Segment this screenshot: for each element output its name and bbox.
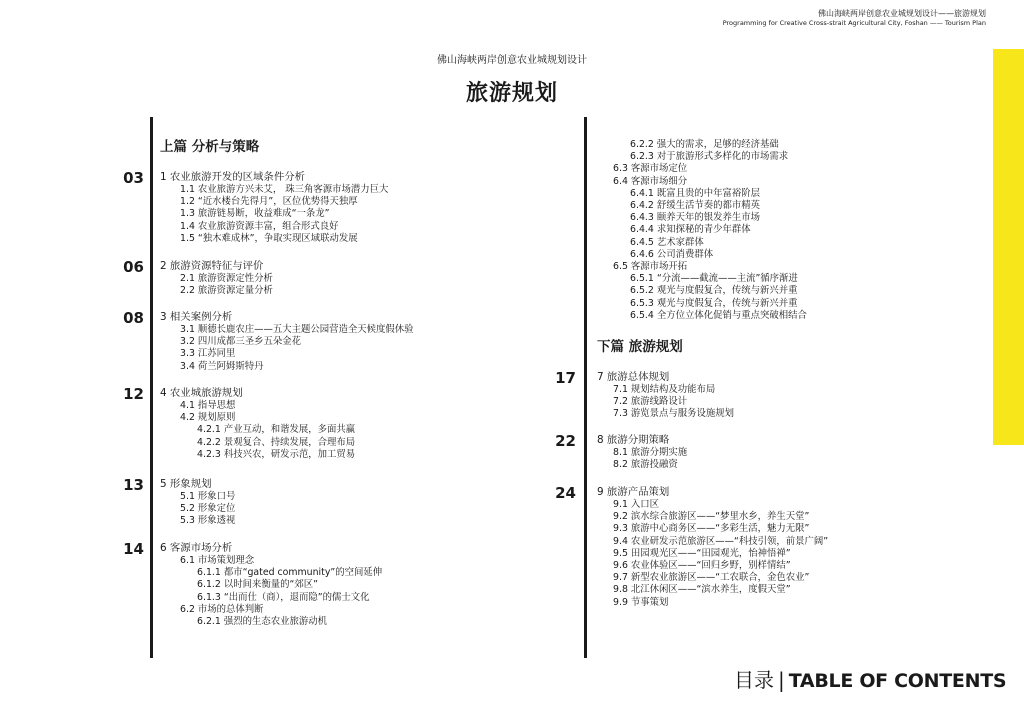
toc-item: 2.1 旅游资源定性分析 [180,273,273,284]
page-number: 08 [123,309,144,327]
toc-item: 5.3 形象透视 [180,515,236,527]
toc-item: 3.1 顺德长鹿农庄——五大主题公园营造全天候度假休验 [180,324,414,335]
toc-item: 6.2 市场的总体判断 [180,603,264,615]
toc-subitem: 6.2.2 强大的需求，足够的经济基础 [630,139,779,150]
toc-item: 6.5 客源市场开拓 [613,261,688,273]
toc-chapter-7[interactable] [597,371,734,421]
yellow-side-bar [993,49,1024,445]
toc-item: 7.1 规划结构及功能布局 [613,384,716,395]
page-number: 03 [123,169,144,187]
chapter-title: 8 旅游分期策略 [597,434,670,446]
toc-subitem: 6.1.1 都市“gated community”的空间延伸 [197,567,383,579]
toc-separator: | [778,668,785,692]
toc-subitem: 4.2.2 景观复合、持续发展，合理布局 [197,436,356,448]
toc-subitem: 6.4.5 艺术家群体 [630,236,704,248]
toc-item: 9.2 滨水综合旅游区——“梦里水乡，养生天堂” [613,511,810,523]
toc-item: 6.1 市场策划理念 [180,555,255,566]
toc-label-cn: 目录 [734,668,774,692]
toc-item: 6.4 客源市场细分 [613,175,688,187]
toc-subitem: 6.5.2 观光与度假复合，传统与新兴并重 [630,285,798,297]
toc-subitem: 4.2.3 科技兴农，研发示范，加工贸易 [197,448,356,460]
page-number: 14 [123,540,144,558]
toc-item: 4.2 规划原则 [180,412,236,424]
toc-item: 9.5 田园观光区——“田园观光，怡神悟禅” [613,547,791,559]
toc-item: 4.1 指导思想 [180,400,236,411]
part-one-title: 上篇 分析与策略 [160,139,260,155]
toc-subitem: 6.2.1 强烈的生态农业旅游动机 [197,616,327,628]
toc-item: 1.4 农业旅游资源丰富，组合形式良好 [180,220,339,232]
toc-chapter-4[interactable] [160,387,355,461]
page-number: 17 [555,369,576,387]
toc-subitem: 6.4.4 求知探秘的青少年群体 [630,224,751,236]
toc-item: 9.4 农业研发示范旅游区——“科技引领，前景广阔” [613,535,829,547]
toc-subitem: 4.2.1 产业互动，和谐发展，多面共赢 [197,424,356,436]
toc-item: 9.7 新型农业旅游区——“工农联合，金色农业” [613,572,810,584]
document-title: 旅游规划 [465,81,558,106]
toc-chapter-3[interactable] [160,311,414,373]
toc-chapter-1[interactable] [160,171,388,245]
toc-chapter-8[interactable] [597,434,687,471]
toc-item: 9.8 北江休闲区——“滨水养生，度假天堂” [613,584,791,596]
toc-item: 8.1 旅游分期实施 [613,447,688,458]
chapter-title: 7 旅游总体规划 [597,371,670,383]
toc-label-en: TABLE OF CONTENTS [788,670,1007,692]
toc-chapter-6-continued[interactable] [597,139,807,322]
toc-item: 3.4 荷兰阿姆斯特丹 [180,360,264,372]
toc-item: 7.3 游览景点与服务设施规划 [613,408,735,420]
document-subtitle: 佛山海峡两岸创意农业城规划设计 [437,55,587,66]
toc-item: 1.5 “独木难成林”，争取实现区域联动发展 [180,232,358,244]
chapter-title: 1 农业旅游开发的区域条件分析 [160,171,305,183]
page-number: 24 [555,484,576,502]
page-number: 22 [555,432,576,450]
toc-item: 3.2 四川成都三圣乡五朵金花 [180,336,302,348]
chapter-title: 4 农业城旅游规划 [160,387,243,399]
toc-item: 1.3 旅游链易断，收益难成“一条龙” [180,208,330,220]
chapter-title: 2 旅游资源特征与评价 [160,260,264,272]
toc-subitem: 6.5.1 “分流——截流——主流”循序渐进 [630,273,798,285]
chapter-title: 9 旅游产品策划 [597,486,670,498]
toc-item: 3.3 江苏同里 [180,348,236,360]
toc-item: 5.2 形象定位 [180,503,236,515]
page-number: 13 [123,476,144,494]
toc-subitem: 6.4.2 舒缓生活节奏的都市精英 [630,200,760,212]
project-header-cn: 佛山海峡两岸创意农业城规划设计——旅游规划 [818,9,986,18]
toc-item: 9.9 节事策划 [613,596,669,608]
toc-subitem: 6.4.6 公司消费群体 [630,248,714,260]
chapter-title: 3 相关案例分析 [160,311,233,323]
toc-chapter-2[interactable] [160,260,273,297]
toc-subitem: 6.4.1 既富且贵的中年富裕阶层 [630,187,760,199]
toc-subitem: 6.1.3 “出而仕（商），退而隐”的儒士文化 [197,591,370,603]
center-vertical-rule [584,117,587,658]
toc-item: 5.1 形象口号 [180,491,236,502]
toc-item: 1.2 “近水楼台先得月”，区位优势得天独厚 [180,196,358,208]
part-two-title: 下篇 旅游规划 [597,339,683,355]
toc-subitem: 6.5.4 全方位立体化促销与重点突破相结合 [630,309,807,321]
toc-subitem: 6.1.2 以时间来衡量的“郊区” [197,579,318,591]
page-number: 12 [123,385,144,403]
left-vertical-rule [150,117,153,658]
toc-item: 9.1 入口区 [613,499,660,510]
toc-chapter-6[interactable] [160,542,382,628]
page-number: 06 [123,258,144,276]
toc-footer-label [734,664,1006,693]
toc-subitem: 6.5.3 观光与度假复合，传统与新兴并重 [630,297,798,309]
project-header-en: Programming for Creative Cross-strait Agricultural City, Foshan —— Tourism Plan [722,19,986,27]
toc-item: 2.2 旅游资源定量分析 [180,285,273,297]
toc-item: 7.2 旅游线路设计 [613,396,688,408]
chapter-title: 5 形象规划 [160,478,212,490]
toc-item: 1.1 农业旅游方兴未艾， 珠三角客源市场潜力巨大 [180,184,389,195]
toc-chapter-5[interactable] [160,478,235,528]
toc-item: 6.3 客源市场定位 [613,163,688,175]
toc-subitem: 6.4.3 颐养天年的银发养生市场 [630,212,760,224]
toc-chapter-9[interactable] [597,486,828,609]
toc-item: 8.2 旅游投融资 [613,459,678,471]
chapter-title: 6 客源市场分析 [160,542,233,554]
toc-subitem: 6.2.3 对于旅游形式多样化的市场需求 [630,151,789,163]
toc-item: 9.6 农业体验区——“回归乡野，别样情结” [613,560,791,572]
toc-item: 9.3 旅游中心商务区——“多彩生活，魅力无限” [613,523,810,535]
